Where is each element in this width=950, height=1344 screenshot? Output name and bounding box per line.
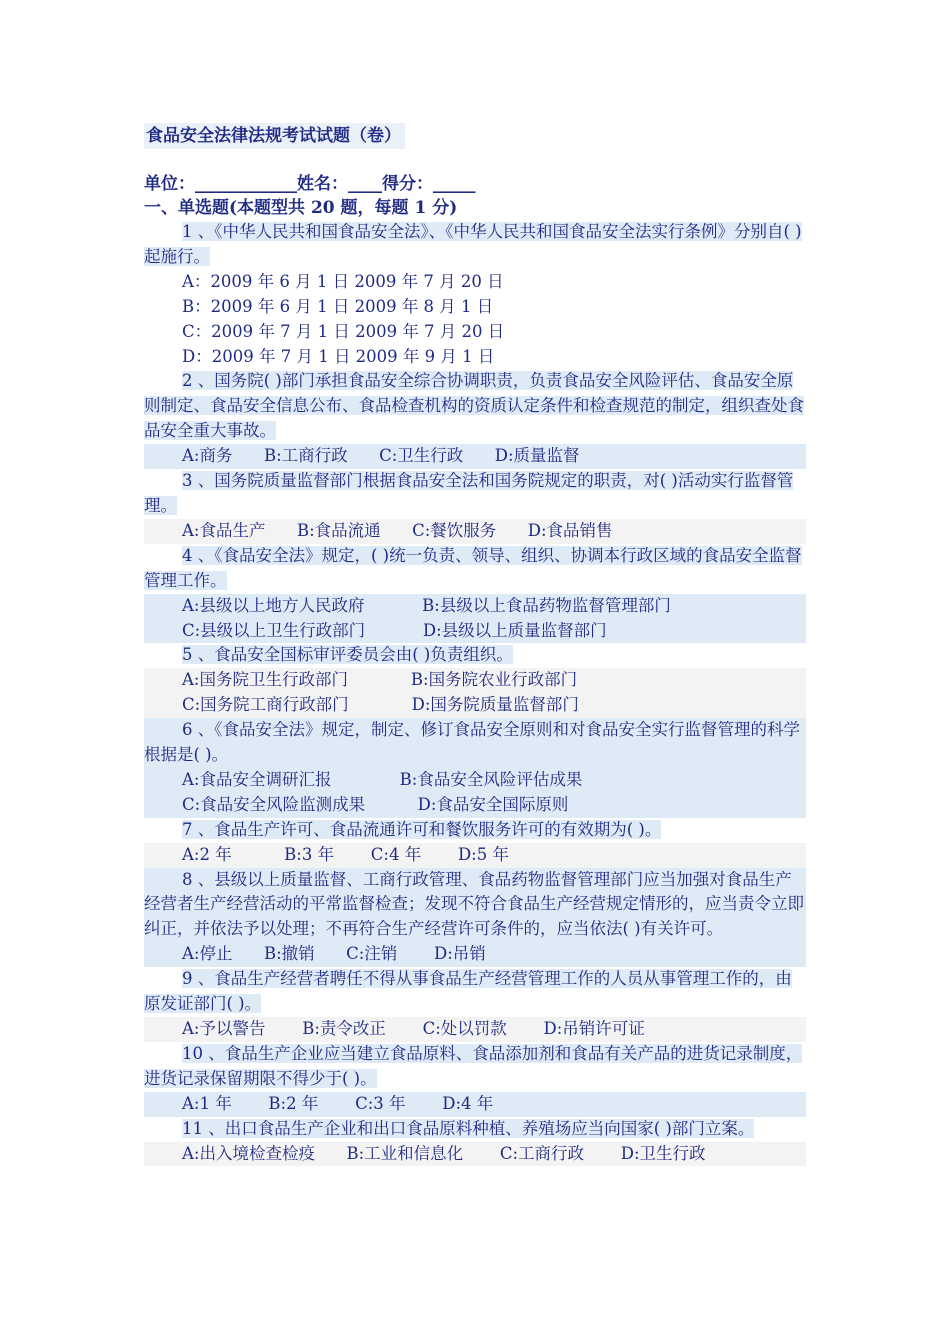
question-4-options-row2: C:县级以上卫生行政部门 D:县级以上质量监督部门 [144, 619, 806, 644]
question-10-text: 10 、食品生产企业应当建立食品原料、食品添加剂和食品有关产品的进货记录制度，进货记录保留期限不得少于( )。 [144, 1043, 803, 1088]
question-2-text: 2 、国务院( )部门承担食品安全综合协调职责，负责食品安全风险评估、食品安全原则制定、食品安全信息公布、食品检查机构的资质认定条件和检查规范的制定，组织查处食品安全重大事故。 [144, 371, 804, 441]
question-5-options-row2: C:国务院工商行政部门 D:国务院质量监督部门 [144, 693, 806, 718]
question-9-options: A:予以警告 B:责令改正 C:处以罚款 D:吊销许可证 [144, 1017, 806, 1042]
question-5 [144, 643, 806, 668]
question-6-options-row1: A:食品安全调研汇报 B:食品安全风险评估成果 [144, 768, 806, 793]
question-1-option-b: B：2009 年 6 月 1 日 2009 年 8 月 1 日 [182, 296, 494, 316]
question-1-option-d: D：2009 年 7 月 1 日 2009 年 9 月 1 日 [182, 346, 495, 366]
question-11-text: 11 、出口食品生产企业和出口食品原料种植、养殖场应当向国家( )部门立案。 [182, 1118, 755, 1138]
document-title [144, 118, 806, 154]
question-1-option-a: A：2009 年 6 月 1 日 2009 年 7 月 20 日 [182, 271, 504, 291]
question-6 [144, 718, 806, 768]
question-7 [144, 818, 806, 843]
question-4-text: 4 、《食品安全法》规定，( )统一负责、领导、组织、协调本行政区域的食品安全监督管理工作。 [144, 545, 802, 590]
question-6-options-row2: C:食品安全风险监测成果 D:食品安全国际原则 [144, 793, 806, 818]
question-1 [144, 220, 806, 270]
question-8-text: 8 、县级以上质量监督、工商行政管理、食品药物监督管理部门应当加强对食品生产经营者生产经营活动的平常监督检查；发现不符合食品生产经营规定情形的，应当责令立即纠正，并依法予以处理；不再符合生产经营许可条件的，应当依法( )有关许可。 [144, 869, 804, 939]
question-5-options-row1: A:国务院卫生行政部门 B:国务院农业行政部门 [144, 668, 806, 693]
question-11-options: A:出入境检查检疫 B:工业和信息化 C:工商行政 D:卫生行政 [144, 1142, 806, 1167]
question-11 [144, 1117, 806, 1142]
question-8 [144, 868, 806, 943]
question-4-options-row1: A:县级以上地方人民政府 B:县级以上食品药物监督管理部门 [144, 594, 806, 619]
question-9-text: 9 、食品生产经营者聘任不得从事食品生产经营管理工作的人员从事管理工作的，由原发证部门( )。 [144, 969, 792, 1014]
question-6-text: 6 、《食品安全法》规定，制定、修订食品安全原则和对食品安全实行监督管理的科学根据是( )。 [144, 720, 800, 765]
question-10 [144, 1042, 806, 1092]
question-3-text: 3 、国务院质量监督部门根据食品安全法和国务院规定的职责，对( )活动实行监督管理。 [144, 471, 794, 515]
question-1-option-c: C：2009 年 7 月 1 日 2009 年 7 月 20 日 [182, 321, 505, 341]
title-text: 食品安全法律法规考试试题（卷） [144, 123, 405, 149]
section-heading: 一、单选题(本题型共 20 题，每题 1 分) [144, 198, 458, 218]
question-7-text: 7 、食品生产许可、食品流通许可和餐饮服务许可的有效期为( )。 [182, 819, 662, 839]
question-10-options: A:1 年 B:2 年 C:3 年 D:4 年 [144, 1092, 806, 1117]
question-3 [144, 469, 806, 519]
document-content [144, 118, 806, 1166]
question-2-options: A:商务 B:工商行政 C:卫生行政 D:质量监督 [144, 444, 806, 469]
question-2 [144, 369, 806, 444]
question-5-text: 5 、食品安全国标审评委员会由( )负责组织。 [182, 645, 513, 665]
question-8-options: A:停止 B:撤销 C:注销 D:吊销 [144, 942, 806, 967]
question-1-text: 1 、《中华人民共和国食品安全法》、《中华人民共和国食品安全法实行条例》分别自( )起施行。 [144, 222, 802, 266]
question-9 [144, 967, 806, 1017]
question-4 [144, 544, 806, 594]
question-7-options: A:2 年 B:3 年 C:4 年 D:5 年 [144, 843, 806, 868]
info-line: 单位：____________姓名：____得分：_____ [144, 174, 476, 194]
question-3-options: A:食品生产 B:食品流通 C:餐饮服务 D:食品销售 [144, 519, 806, 544]
